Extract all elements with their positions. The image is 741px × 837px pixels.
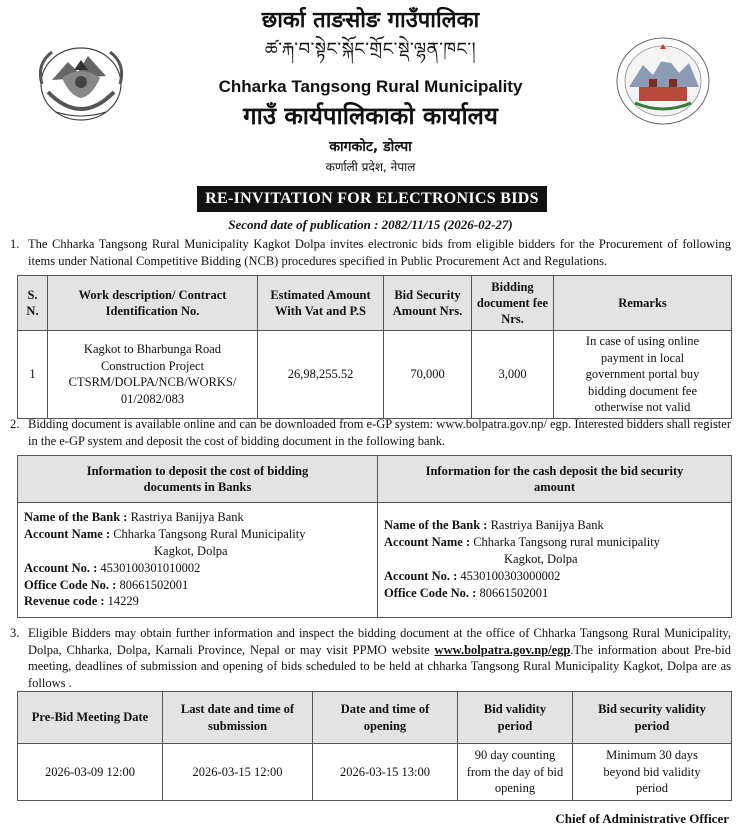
header-bid-security-validity: Bid security validity period [573,692,732,744]
cell-bid-security: 70,000 [384,331,472,419]
bank-name-label: Name of the Bank : [384,518,488,532]
header-estimated-amount: Estimated Amount With Vat and P.S [258,276,384,331]
municipality-logo [613,35,713,127]
signature-title: Chief of Administrative Officer [555,811,729,826]
cell-submission-deadline: 2026-03-15 12:00 [163,744,313,801]
cell-remarks: In case of using online payment in local government portal buy bidding document fee otherwise not valid [554,331,732,419]
header-opening-date: Date and time of opening [313,692,458,744]
publication-date: Second date of publication : 2082/11/15 (2026-02-27) [228,217,513,232]
account-name-value-line2: Kagkot, Dolpa [504,551,578,566]
cell-bid-security-validity: Minimum 30 days beyond bid validity period [573,744,732,801]
paragraph-text-part: Eligible Bidders may obtain further information and inspect the bidding document at the office of Chharka Tangsong Rural Municipality, Dolpa, Chharka, Dolpa, Karnali Province, Nepal or may visit PPMO website [28,626,731,657]
bidding-doc-bank-details [18,503,378,618]
paragraph-text: Bidding document is available online and can be downloaded from e-GP system: www.bolpatra.gov.np/ egp. Interested bidders shall register in the e-GP system and deposit the cost of bidding document in the following bank. [28,417,731,448]
office-code-value: 80661502001 [119,577,189,592]
bank-name-label: Name of the Bank : [24,510,128,524]
schedule-table [17,691,732,801]
paragraph-number: 2. [10,417,20,431]
header-bid-security-deposit: Information for the cash deposit the bid security amount [378,456,732,503]
municipality-name-tibetan: ཚ་རྐ་བ་སྟེང་སྐོང་གྲོང་སྡེ་ལྷན་ཁང་། [264,39,477,60]
header-submission-deadline: Last date and time of submission [163,692,313,744]
account-name-label: Account Name : [384,534,471,549]
address-line-2: कर्णाली प्रदेश, नेपाल [325,160,416,174]
paragraph-1 [10,236,731,269]
header-doc-fee: Bidding document fee Nrs. [472,276,554,331]
paragraph-text: The Chharka Tangsong Rural Municipality Kagkot Dolpa invites electronic bids from eligible bidders for the Procurement of following items under National Competitive Bidding (NCB) procedures specified in Public Procurement Act and Regulations. [28,237,731,268]
account-no-value: 4530100301010002 [100,560,201,575]
account-name-label: Account Name : [24,526,111,541]
table-header-row [18,692,732,744]
table-header-row [18,276,732,331]
table-row [18,744,732,801]
account-no-label: Account No. : [384,568,458,583]
cell-prebid-date: 2026-03-09 12:00 [18,744,163,801]
account-name-value-line2: Kagkot, Dolpa [154,543,228,558]
paragraph-2 [10,416,731,449]
cell-sn: 1 [18,331,48,419]
address-line-1: कागकोट, डोल्पा [329,139,412,155]
office-code-label: Office Code No. : [24,577,117,592]
cell-doc-fee: 3,000 [472,331,554,419]
office-code-label: Office Code No. : [384,585,477,600]
cell-estimated-amount: 26,98,255.52 [258,331,384,419]
header-remarks: Remarks [554,276,732,331]
municipality-name-nepali: छार्का ताङसोङ गाउँपालिका [261,8,480,33]
account-no-label: Account No. : [24,560,98,575]
header-work-description: Work description/ Contract Identification No. [48,276,258,331]
bid-security-bank-details [378,503,732,618]
office-name: गाउँ कार्यपालिकाको कार्यालय [243,102,498,130]
cell-bid-validity: 90 day counting from the day of bid opening [458,744,573,801]
header-bid-security: Bid Security Amount Nrs. [384,276,472,331]
header-bidding-doc-deposit: Information to deposit the cost of bidding documents in Banks [18,456,378,503]
header-bid-validity: Bid validity period [458,692,573,744]
work-name: Kagkot to Bharbunga Road Construction Project [83,342,222,373]
paragraph-text-part: .The information about Pre-bid meeting, deadlines of submission and opening of bids scheduled to be held at chharka Tangsong Rural Municipality Kagkot, Dolpa are as follows . [28,642,731,690]
works-table [17,275,732,419]
paragraph-text [10,625,731,691]
bank-info-table [17,455,732,618]
letterhead [0,0,741,183]
cell-opening-date: 2026-03-15 13:00 [313,744,458,801]
contract-id: CTSRM/DOLPA/NCB/WORKS/ 01/2082/083 [68,375,237,406]
office-code-value: 80661502001 [479,585,549,600]
header-sn: S. N. [18,276,48,331]
paragraph-3 [10,625,731,691]
table-row [18,503,732,618]
bank-name-value: Rastriya Banijya Bank [130,510,244,524]
table-row [18,331,732,419]
cell-work-description [48,331,258,419]
table-header-row [18,456,732,503]
revenue-code-label: Revenue code : [24,594,105,609]
bank-name-value: Rastriya Banijya Bank [490,518,604,532]
paragraph-number: 3. [10,626,20,640]
account-no-value: 4530100303000002 [460,568,561,583]
notice-title-banner: RE-INVITATION FOR ELECTRONICS BIDS [197,186,547,212]
ppmo-website-link[interactable]: www.bolpatra.gov.np/egp [434,642,571,657]
municipality-name-english: Chharka Tangsong Rural Municipality [218,77,523,96]
revenue-code-value: 14229 [107,594,139,609]
header-prebid-date: Pre-Bid Meeting Date [18,692,163,744]
account-name-value: Chharka Tangsong Rural Municipality [113,526,306,541]
paragraph-number: 1. [10,237,20,251]
account-name-value: Chharka Tangsong rural municipality [473,534,660,549]
